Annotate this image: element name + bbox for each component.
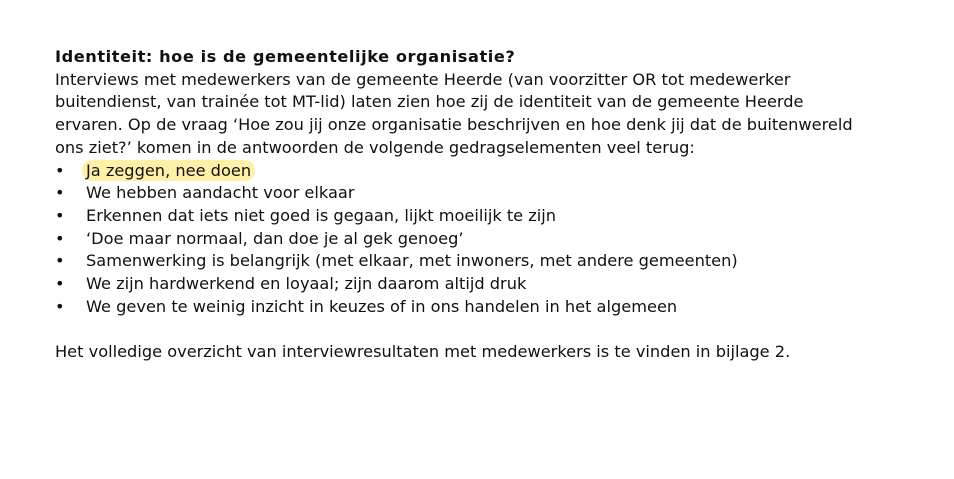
list-item (55, 182, 940, 205)
bullet-icon: • (55, 228, 65, 248)
list-item-text: Samenwerking is belangrijk (met elkaar, met inwoners, met andere gemeenten) (86, 251, 738, 271)
closing-paragraph: Het volledige overzicht van interviewresultaten met medewerkers is te vinden in bijlage 2. (55, 342, 791, 362)
section-heading: Identiteit: hoe is de gemeentelijke organisatie? (55, 47, 516, 66)
intro-line: buitendienst, van trainée tot MT-lid) laten zien hoe zij de identiteit van de gemeente Heerde (55, 92, 804, 112)
bullet-icon: • (55, 274, 65, 294)
bullet-icon: • (55, 296, 65, 316)
intro-line: ervaren. Op de vraag ‘Hoe zou jij onze organisatie beschrijven en hoe denk jij dat de buitenwereld (55, 115, 853, 135)
list-item (55, 273, 940, 296)
behavior-list (55, 160, 940, 319)
list-item-text: ‘Doe maar normaal, dan doe je al gek genoeg’ (86, 228, 464, 248)
list-item-text: Erkennen dat iets niet goed is gegaan, lijkt moeilijk te zijn (86, 205, 557, 225)
list-item-text: We hebben aandacht voor elkaar (86, 183, 355, 203)
list-item-text: We zijn hardwerkend en loyaal; zijn daarom altijd druk (86, 274, 527, 294)
list-item (55, 160, 940, 183)
bullet-icon: • (55, 251, 65, 271)
intro-line: ons ziet?’ komen in de antwoorden de volgende gedragselementen veel terug: (55, 137, 695, 157)
list-item (55, 228, 940, 251)
bullet-icon: • (55, 160, 65, 180)
list-item (55, 296, 940, 319)
document-body (55, 46, 940, 364)
bullet-icon: • (55, 205, 65, 225)
list-item-text: We geven te weinig inzicht in keuzes of in ons handelen in het algemeen (86, 296, 678, 316)
highlighted-text: Ja zeggen, nee doen (82, 160, 255, 181)
intro-paragraph (55, 69, 940, 160)
intro-line: Interviews met medewerkers van de gemeente Heerde (van voorzitter OR tot medewerker (55, 69, 791, 89)
bullet-icon: • (55, 183, 65, 203)
list-item (55, 205, 940, 228)
list-item (55, 250, 940, 273)
